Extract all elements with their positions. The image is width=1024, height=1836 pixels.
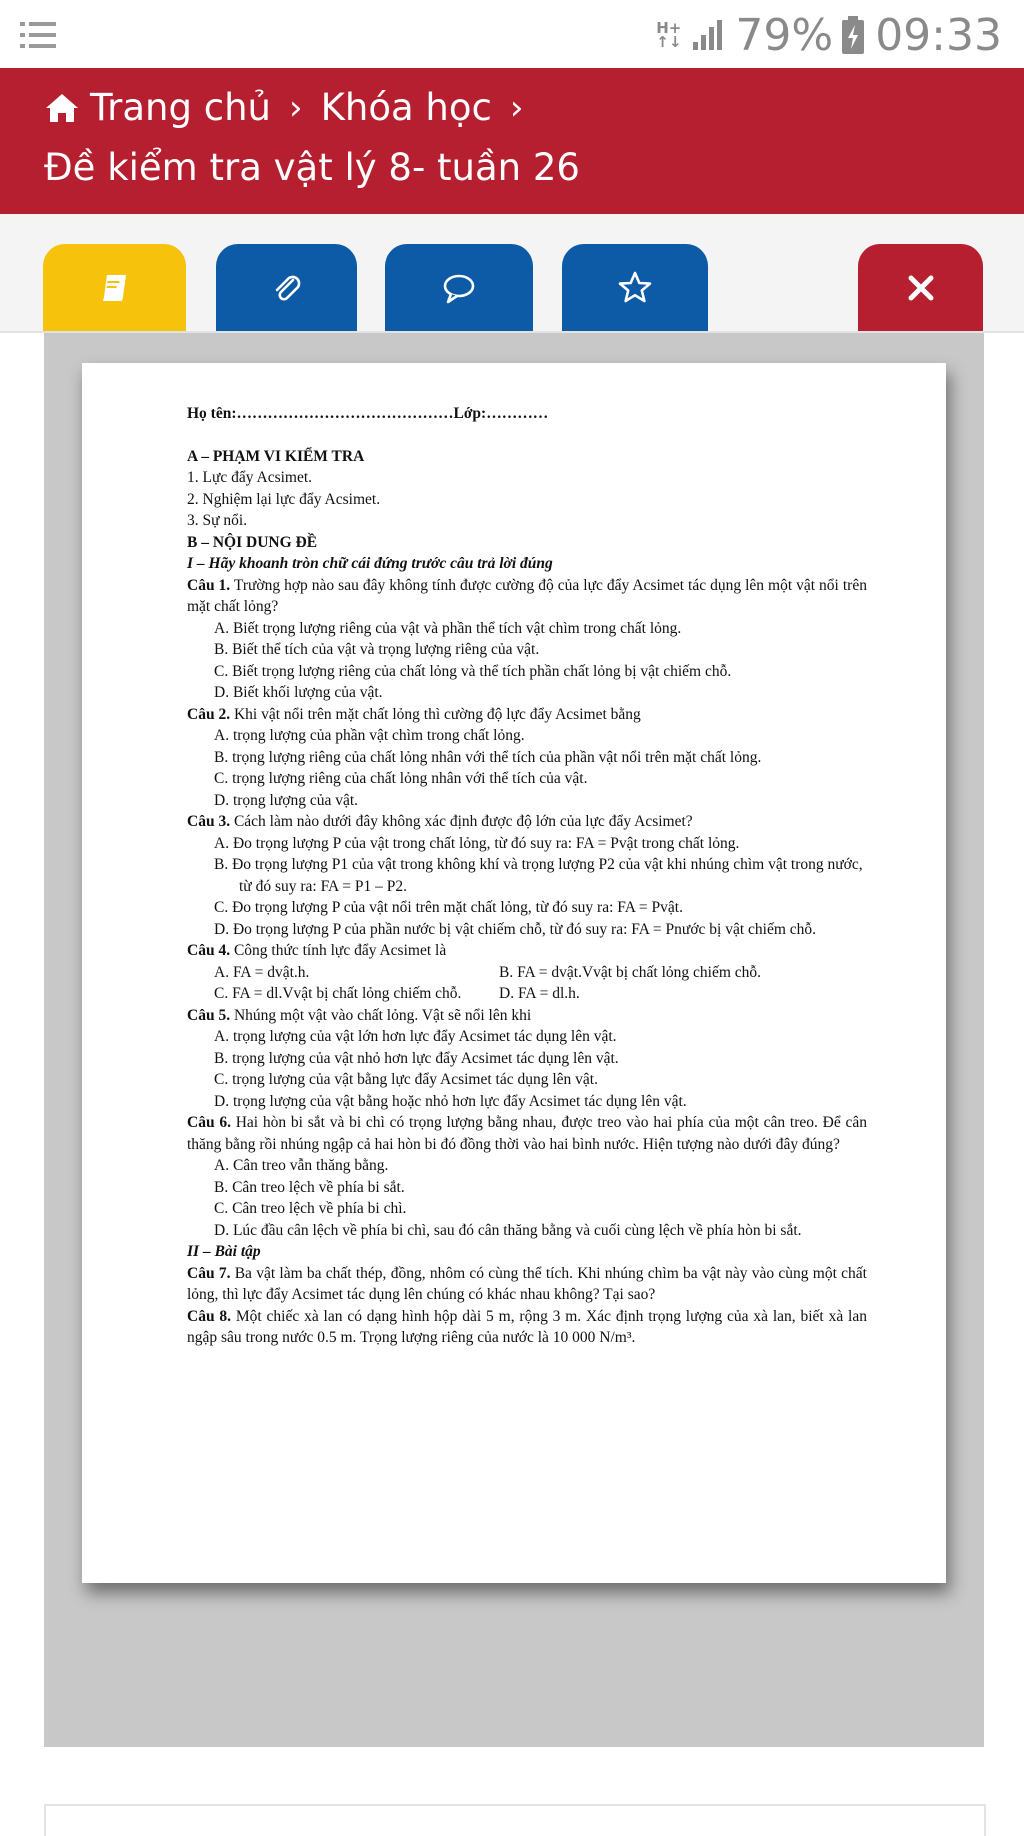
question-6: Câu 6. Hai hòn bi sắt và bi chì có trọng lượng bằng nhau, được treo vào hai phía của một cân treo. Để cân thăng bằng rồi nhúng ngập cả hai hòn bi đó đồng thời vào hai bình nước. Hiện tượng nào dưới đây đúng? — [187, 1114, 867, 1153]
home-icon[interactable] — [44, 92, 80, 124]
answer-option: C. FA = dl.Vvật bị chất lỏng chiếm chỗ. — [214, 985, 462, 1002]
list-menu-icon[interactable] — [20, 20, 56, 50]
breadcrumb-home-link[interactable]: Trang chủ — [90, 86, 271, 129]
question-4: Câu 4. Công thức tính lực đẩy Acsimet là — [187, 942, 447, 959]
comment-icon — [441, 270, 477, 306]
answer-option: B. Đo trọng lượng P1 của vật trong không khí và trọng lượng P2 của vật khi nhúng chìm vật trong nước, từ đó suy ra: FA = P1 – P2. — [214, 856, 863, 895]
network-type-indicator: H+ ↑↓ — [656, 19, 682, 51]
answer-option: A. trọng lượng của phần vật chìm trong chất lỏng. — [214, 727, 525, 744]
tab-comments[interactable] — [385, 244, 533, 331]
tab-favorite[interactable] — [562, 244, 708, 331]
star-icon — [617, 270, 653, 306]
close-icon — [903, 270, 939, 306]
name-line: Họ tên:……………………………………Lớp:………… — [187, 405, 549, 422]
question-5: Câu 5. Nhúng một vật vào chất lỏng. Vật sẽ nổi lên khi — [187, 1006, 532, 1024]
page-header — [0, 68, 1024, 214]
tab-attachments[interactable] — [216, 244, 357, 331]
breadcrumb-courses-link[interactable]: Khóa học — [320, 86, 492, 129]
book-icon — [97, 270, 133, 306]
answer-option: D. trọng lượng của vật. — [214, 791, 359, 809]
question-3: Câu 3. Cách làm nào dưới đây không xác định được độ lớn của lực đẩy Acsimet? — [187, 813, 693, 830]
breadcrumb-separator: › — [509, 87, 524, 128]
breadcrumb-separator: › — [289, 87, 303, 128]
scope-item: 2. Nghiệm lại lực đẩy Acsimet. — [187, 490, 381, 508]
scope-item: 3. Sự nổi. — [187, 512, 248, 529]
answer-option: C. trọng lượng riêng của chất lỏng nhân với thể tích của vật. — [214, 770, 588, 787]
answer-option: B. trọng lượng của vật nhỏ hơn lực đẩy Acsimet tác dụng lên vật. — [214, 1049, 619, 1067]
page-title: Đề kiểm tra vật lý 8- tuần 26 — [44, 146, 580, 189]
answer-row — [187, 962, 867, 984]
answer-option: A. trọng lượng của vật lớn hơn lực đẩy Acsimet tác dụng lên vật. — [214, 1028, 617, 1045]
action-toolbar — [0, 214, 1024, 333]
question-1: Câu 1. Trường hợp nào sau đây không tính được cường độ của lực đẩy Acsimet tác dụng lên một vật nổi trên mặt chất lỏng? — [187, 576, 867, 615]
document-viewer[interactable] — [44, 333, 984, 1747]
answer-option: D. FA = dl.h. — [499, 985, 580, 1002]
answer-option: C. Cân treo lệch về phía bi chì. — [214, 1200, 407, 1217]
answer-option: B. FA = dvật.Vvật bị chất lỏng chiếm chỗ. — [499, 963, 762, 981]
document-content — [187, 403, 867, 1349]
breadcrumb — [44, 86, 541, 129]
answer-option: D. Đo trọng lượng P của phần nước bị vật chiếm chỗ, từ đó suy ra: FA = Pnước bị vật chiếm chỗ. — [214, 920, 817, 938]
next-section-card — [44, 1804, 986, 1836]
battery-percent: 79% — [735, 9, 834, 61]
answer-option: B. Biết thể tích của vật và trọng lượng riêng của vật. — [214, 641, 540, 658]
answer-option: A. Đo trọng lượng P của vật trong chất lỏng, từ đó suy ra: FA = Pvật trong chất lỏng. — [214, 834, 740, 852]
part-1-heading: I – Hãy khoanh tròn chữ cái đứng trước câu trả lời đúng — [187, 555, 553, 572]
answer-option: D. Lúc đầu cân lệch về phía bi chì, sau đó cân thăng bằng và cuối cùng lệch về phía hòn bi sắt. — [214, 1221, 802, 1239]
answer-option: C. trọng lượng của vật bằng lực đẩy Acsimet tác dụng lên vật. — [214, 1071, 598, 1088]
document-page — [82, 363, 946, 1583]
answer-option: B. Cân treo lệch về phía bi sắt. — [214, 1178, 405, 1196]
section-b-heading: B – NỘI DUNG ĐỀ — [187, 533, 318, 551]
answer-option: A. FA = dvật.h. — [214, 963, 310, 981]
answer-option: A. Cân treo vẫn thăng bằng. — [214, 1157, 389, 1174]
answer-option: A. Biết trọng lượng riêng của vật và phần thể tích vật chìm trong chất lỏng. — [214, 619, 682, 637]
answer-option: D. trọng lượng của vật bằng hoặc nhỏ hơn lực đẩy Acsimet tác dụng lên vật. — [214, 1092, 687, 1110]
part-2-heading: II – Bài tập — [187, 1243, 261, 1260]
question-7: Câu 7. Ba vật làm ba chất thép, đồng, nhôm có cùng thể tích. Khi nhúng chìm ba vật này vào cùng một chất lỏng, thì lực đẩy Acsimet tác dụng lên chúng có khác nhau không? Tại sao? — [187, 1264, 867, 1303]
answer-option: D. Biết khối lượng của vật. — [214, 684, 383, 701]
status-bar — [0, 0, 1024, 68]
scope-item: 1. Lực đẩy Acsimet. — [187, 469, 313, 486]
paperclip-icon — [269, 270, 305, 306]
status-indicators — [656, 10, 1002, 60]
answer-option: C. Đo trọng lượng P của vật nổi trên mặt chất lỏng, từ đó suy ra: FA = Pvật. — [214, 899, 683, 916]
tab-document[interactable] — [43, 244, 186, 331]
clock: 09:33 — [875, 9, 1002, 61]
question-2: Câu 2. Khi vật nổi trên mặt chất lỏng thì cường độ lực đẩy Acsimet bằng — [187, 705, 641, 723]
answer-option: B. trọng lượng riêng của chất lỏng nhân với thể tích của phần vật nổi trên mặt chất lỏng. — [214, 748, 762, 766]
battery-charging-icon — [841, 16, 865, 54]
signal-icon — [691, 18, 725, 52]
close-button[interactable] — [858, 244, 983, 331]
question-8: Câu 8. Một chiếc xà lan có dạng hình hộp dài 5 m, rộng 3 m. Xác định trọng lượng của xà lan, biết xà lan ngập sâu trong nước 0.5 m. Trọng lượng riêng của nước là 10 000 N/m³. — [187, 1307, 867, 1346]
section-a-heading: A – PHẠM VI KIỂM TRA — [187, 447, 365, 465]
answer-row — [187, 983, 867, 1005]
answer-option: C. Biết trọng lượng riêng của chất lỏng và thể tích phần chất lỏng bị vật chiếm chỗ. — [214, 662, 732, 680]
